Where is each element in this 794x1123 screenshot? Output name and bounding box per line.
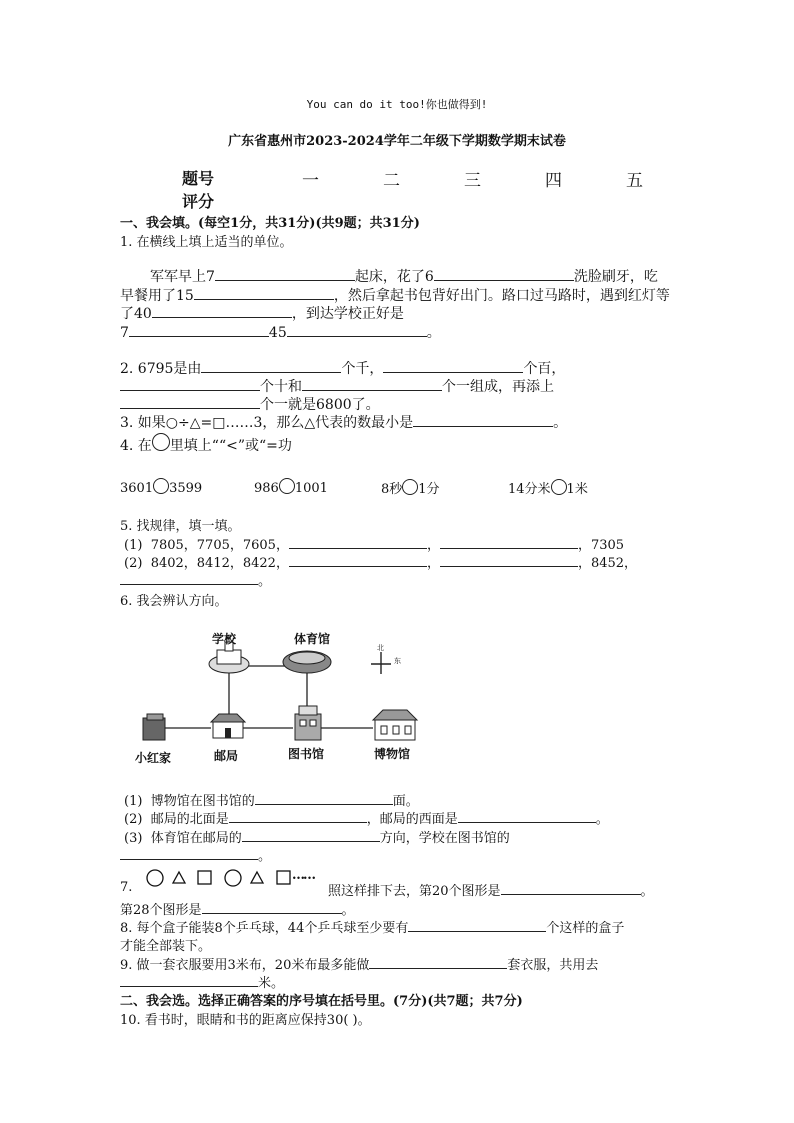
q1-blank-4[interactable] xyxy=(152,303,292,318)
q6-s2-b: ，邮局的西面是 xyxy=(366,812,458,827)
q5-row2-label: (2) xyxy=(124,556,143,571)
q2-blank-4[interactable] xyxy=(302,376,442,391)
q6-s2-a: 邮局的北面是 xyxy=(150,812,229,827)
q1-seg6: 了40 xyxy=(120,306,152,322)
compare-circle[interactable] xyxy=(153,478,169,494)
compare-circle[interactable] xyxy=(551,479,567,495)
q4-item-a: 3601 xyxy=(120,481,154,496)
home-building-icon xyxy=(143,714,165,740)
q2-line3 xyxy=(120,394,380,414)
page-title: 广东省惠州市2023-2024学年二年级下学期数学期末试卷 xyxy=(228,134,566,149)
q6-blank-2[interactable] xyxy=(229,808,367,823)
map-label-school: 学校 xyxy=(212,632,237,646)
q1-blank-3[interactable] xyxy=(194,285,334,300)
map-label-home: 小红家 xyxy=(135,751,172,765)
q1-prompt: 1. 在横线上填上适当的单位。 xyxy=(120,235,293,250)
q6-s2-label: (2) xyxy=(124,812,143,827)
q6-blank-3[interactable] xyxy=(458,808,596,823)
q2-blank-1[interactable] xyxy=(201,358,341,373)
q4-item-b: 1001 xyxy=(294,481,328,496)
q9-c: 米。 xyxy=(258,976,285,991)
q5-row2: (2) 8402，8412，8422， ， ，8452， xyxy=(124,552,637,571)
q6-blank-5[interactable] xyxy=(120,845,258,860)
map-label-gym: 体育馆 xyxy=(294,632,331,646)
q4-text2: 里填上“ xyxy=(169,438,219,454)
q5-blank-4[interactable] xyxy=(440,552,578,567)
q1-blank-2[interactable] xyxy=(434,266,574,281)
compare-circle-icon xyxy=(152,433,170,451)
q8-b: 个这样的盒子 xyxy=(546,921,625,936)
q4-item-a: 14分米 xyxy=(508,482,551,497)
q6-s2-c: 。 xyxy=(595,812,609,827)
q7-num: 7. xyxy=(120,880,133,895)
q4-item-b: 1米 xyxy=(566,482,588,497)
score-col-1: 一 xyxy=(302,171,319,191)
q7-text: 照这样排下去，第20个图形是 xyxy=(328,884,501,899)
q9-line2 xyxy=(120,972,284,991)
q2-blank-3[interactable] xyxy=(120,376,260,391)
q8-line2: 才能全部装下。 xyxy=(120,939,212,954)
q9-b: 套衣服，共用去 xyxy=(507,958,599,973)
header-motto: You can do it too!你也做得到! xyxy=(306,98,488,111)
q2-seg2: 个千， xyxy=(341,361,384,377)
triangle-shape-icon xyxy=(173,872,185,883)
q5-row1: (1) 7805，7705，7605， ， ，7305 xyxy=(124,534,624,553)
square-shape-icon xyxy=(198,871,211,884)
post-office-icon xyxy=(211,714,245,738)
score-col-5: 五 xyxy=(626,171,643,191)
map-roads xyxy=(161,666,373,728)
score-row-label: 题号 xyxy=(182,169,215,188)
score-col-2: 二 xyxy=(383,171,400,191)
q4-prompt xyxy=(120,433,292,455)
q5-blank-5[interactable] xyxy=(120,570,258,585)
q5-blank-2[interactable] xyxy=(440,534,578,549)
q6-blank-1[interactable] xyxy=(255,790,393,805)
triangle-shape-icon xyxy=(251,872,263,883)
q1-line4 xyxy=(120,322,441,342)
q4-item-1 xyxy=(120,478,202,496)
q3-line xyxy=(120,412,567,432)
q6-s3-b: 方向，学校在图书馆的 xyxy=(379,831,510,846)
q2-seg1: 2. 6795是由 xyxy=(120,361,202,377)
q7-blank-2[interactable] xyxy=(202,899,342,914)
score-row2-label: 评分 xyxy=(182,192,215,211)
q4-item-b: 3599 xyxy=(169,481,203,496)
map-label-post: 邮局 xyxy=(214,749,239,763)
q6-blank-4[interactable] xyxy=(242,827,380,842)
q7-line1 xyxy=(328,880,654,899)
q6-prompt: 6. 我会辨认方向。 xyxy=(120,594,228,609)
q1-blank-6[interactable] xyxy=(287,322,427,337)
q4-text1: 4. 在 xyxy=(120,438,152,454)
circle-shape-icon xyxy=(225,870,241,886)
q7-line2 xyxy=(120,899,355,918)
q6-s3 xyxy=(124,827,510,846)
q4-item-a: 986 xyxy=(254,481,279,496)
library-building-icon xyxy=(295,706,321,740)
q5-row2-seq: 8402，8412，8422， xyxy=(150,556,289,571)
q5-row1-end: ，7305 xyxy=(577,538,625,553)
q6-s1-a: 博物馆在图书馆的 xyxy=(150,794,255,809)
compare-circle[interactable] xyxy=(279,478,295,494)
q1-seg3: 洗脸刷牙，吃 xyxy=(573,269,658,285)
q1-line2 xyxy=(120,285,670,305)
q5-row2-end: ，8452， xyxy=(577,556,638,571)
q8-a: 8. 每个盒子能装8个乒乓球，44个乒乓球至少要有 xyxy=(120,921,409,936)
q7-line2-text: 第28个图形是 xyxy=(120,903,202,918)
q6-s1 xyxy=(124,790,419,809)
q5-row1-label: (1) xyxy=(124,538,143,553)
q4-item-3 xyxy=(381,478,440,497)
q4-item-a: 8秒 xyxy=(381,482,403,497)
q1-blank-5[interactable] xyxy=(129,322,269,337)
compare-circle[interactable] xyxy=(402,479,418,495)
shape-pattern xyxy=(145,868,295,888)
q4-item-b: 1分 xyxy=(418,482,440,497)
score-col-3: 三 xyxy=(464,171,481,191)
q1-seg8: 7 xyxy=(120,325,129,341)
section2-heading: 二、我会选。选择正确答案的序号填在括号里。(7分)(共7题；共7分) xyxy=(120,994,523,1009)
q8-blank[interactable] xyxy=(408,917,546,932)
compass-icon xyxy=(371,652,391,674)
q6-s3-a: 体育馆在邮局的 xyxy=(150,831,242,846)
q4-text3: “<”或“=功 xyxy=(218,438,292,454)
q1-line3 xyxy=(120,303,404,323)
museum-building-icon xyxy=(373,710,417,740)
q6-s3-c: 。 xyxy=(258,849,272,864)
q6-s1-b: 面。 xyxy=(392,794,419,809)
q2-blank-2[interactable] xyxy=(383,358,523,373)
q1-seg2: 起床，花了6 xyxy=(354,269,434,285)
section1-heading: 一、我会填。(每空1分，共31分)(共9题；共31分) xyxy=(120,216,420,231)
q9-blank-1[interactable] xyxy=(369,954,507,969)
q2-seg5: 个一组成，再添上 xyxy=(442,379,554,395)
q8-line1 xyxy=(120,917,624,936)
gym-building-icon xyxy=(283,651,331,673)
q6-s1-label: (1) xyxy=(124,794,143,809)
q3-end: 。 xyxy=(553,415,568,431)
q5-blank-3[interactable] xyxy=(289,552,427,567)
q1-blank-1[interactable] xyxy=(215,266,355,281)
q5-row2-tail: 。 xyxy=(258,574,272,589)
map-label-east: 东 xyxy=(394,657,401,665)
q2-line2 xyxy=(120,376,554,396)
circle-shape-icon xyxy=(147,870,163,886)
q2-seg6: 个一就是6800了。 xyxy=(260,397,380,413)
q1-seg1: 军军早上7 xyxy=(150,269,215,285)
q7-blank-1[interactable] xyxy=(501,880,641,895)
q5-blank-1[interactable] xyxy=(289,534,427,549)
q3-text: 3. 如果○÷△=□……3，那么△代表的数最小是 xyxy=(120,415,414,431)
q1-seg9: 45 xyxy=(268,325,287,341)
score-col-4: 四 xyxy=(545,171,562,191)
q7-line2-end: 。 xyxy=(341,903,355,918)
q1-seg5: ，然后拿起书包背好出门。路口过马路时，遇到红灯等 xyxy=(333,288,670,304)
square-shape-icon xyxy=(277,871,290,884)
q5-row1-seq: 7805，7705，7605， xyxy=(150,538,289,553)
map-label-north: 北 xyxy=(377,644,384,652)
q9-a: 9. 做一套衣服要用3米布，20米布最多能做 xyxy=(120,958,370,973)
q7-dots: …… xyxy=(292,868,314,883)
q10-text: 10. 看书时，眼睛和书的距离应保持30( )。 xyxy=(120,1013,371,1028)
q2-seg4: 个十和 xyxy=(260,379,302,395)
q7-end: 。 xyxy=(640,884,654,899)
q2-line1 xyxy=(120,358,565,378)
q1-seg4: 早餐用了15 xyxy=(120,288,194,304)
q5-prompt: 5. 找规律，填一填。 xyxy=(120,519,241,534)
q2-seg3: 个百， xyxy=(523,361,566,377)
q1-seg10: 。 xyxy=(426,325,441,341)
map-label-museum: 博物馆 xyxy=(374,747,411,761)
q4-item-4 xyxy=(508,478,588,497)
q4-item-2 xyxy=(254,478,328,496)
q2-blank-5[interactable] xyxy=(120,394,260,409)
q3-blank[interactable] xyxy=(413,412,553,427)
q6-s3-label: (3) xyxy=(124,831,143,846)
q1-seg7: ，到达学校正好是 xyxy=(291,306,404,322)
q6-s2 xyxy=(124,808,609,827)
q5-row3 xyxy=(120,570,271,589)
q1-line1 xyxy=(150,266,658,286)
q9-blank-2[interactable] xyxy=(120,972,258,987)
map-label-library: 图书馆 xyxy=(288,747,325,761)
q9-line1 xyxy=(120,954,598,973)
q6-s3-cont xyxy=(120,845,271,864)
